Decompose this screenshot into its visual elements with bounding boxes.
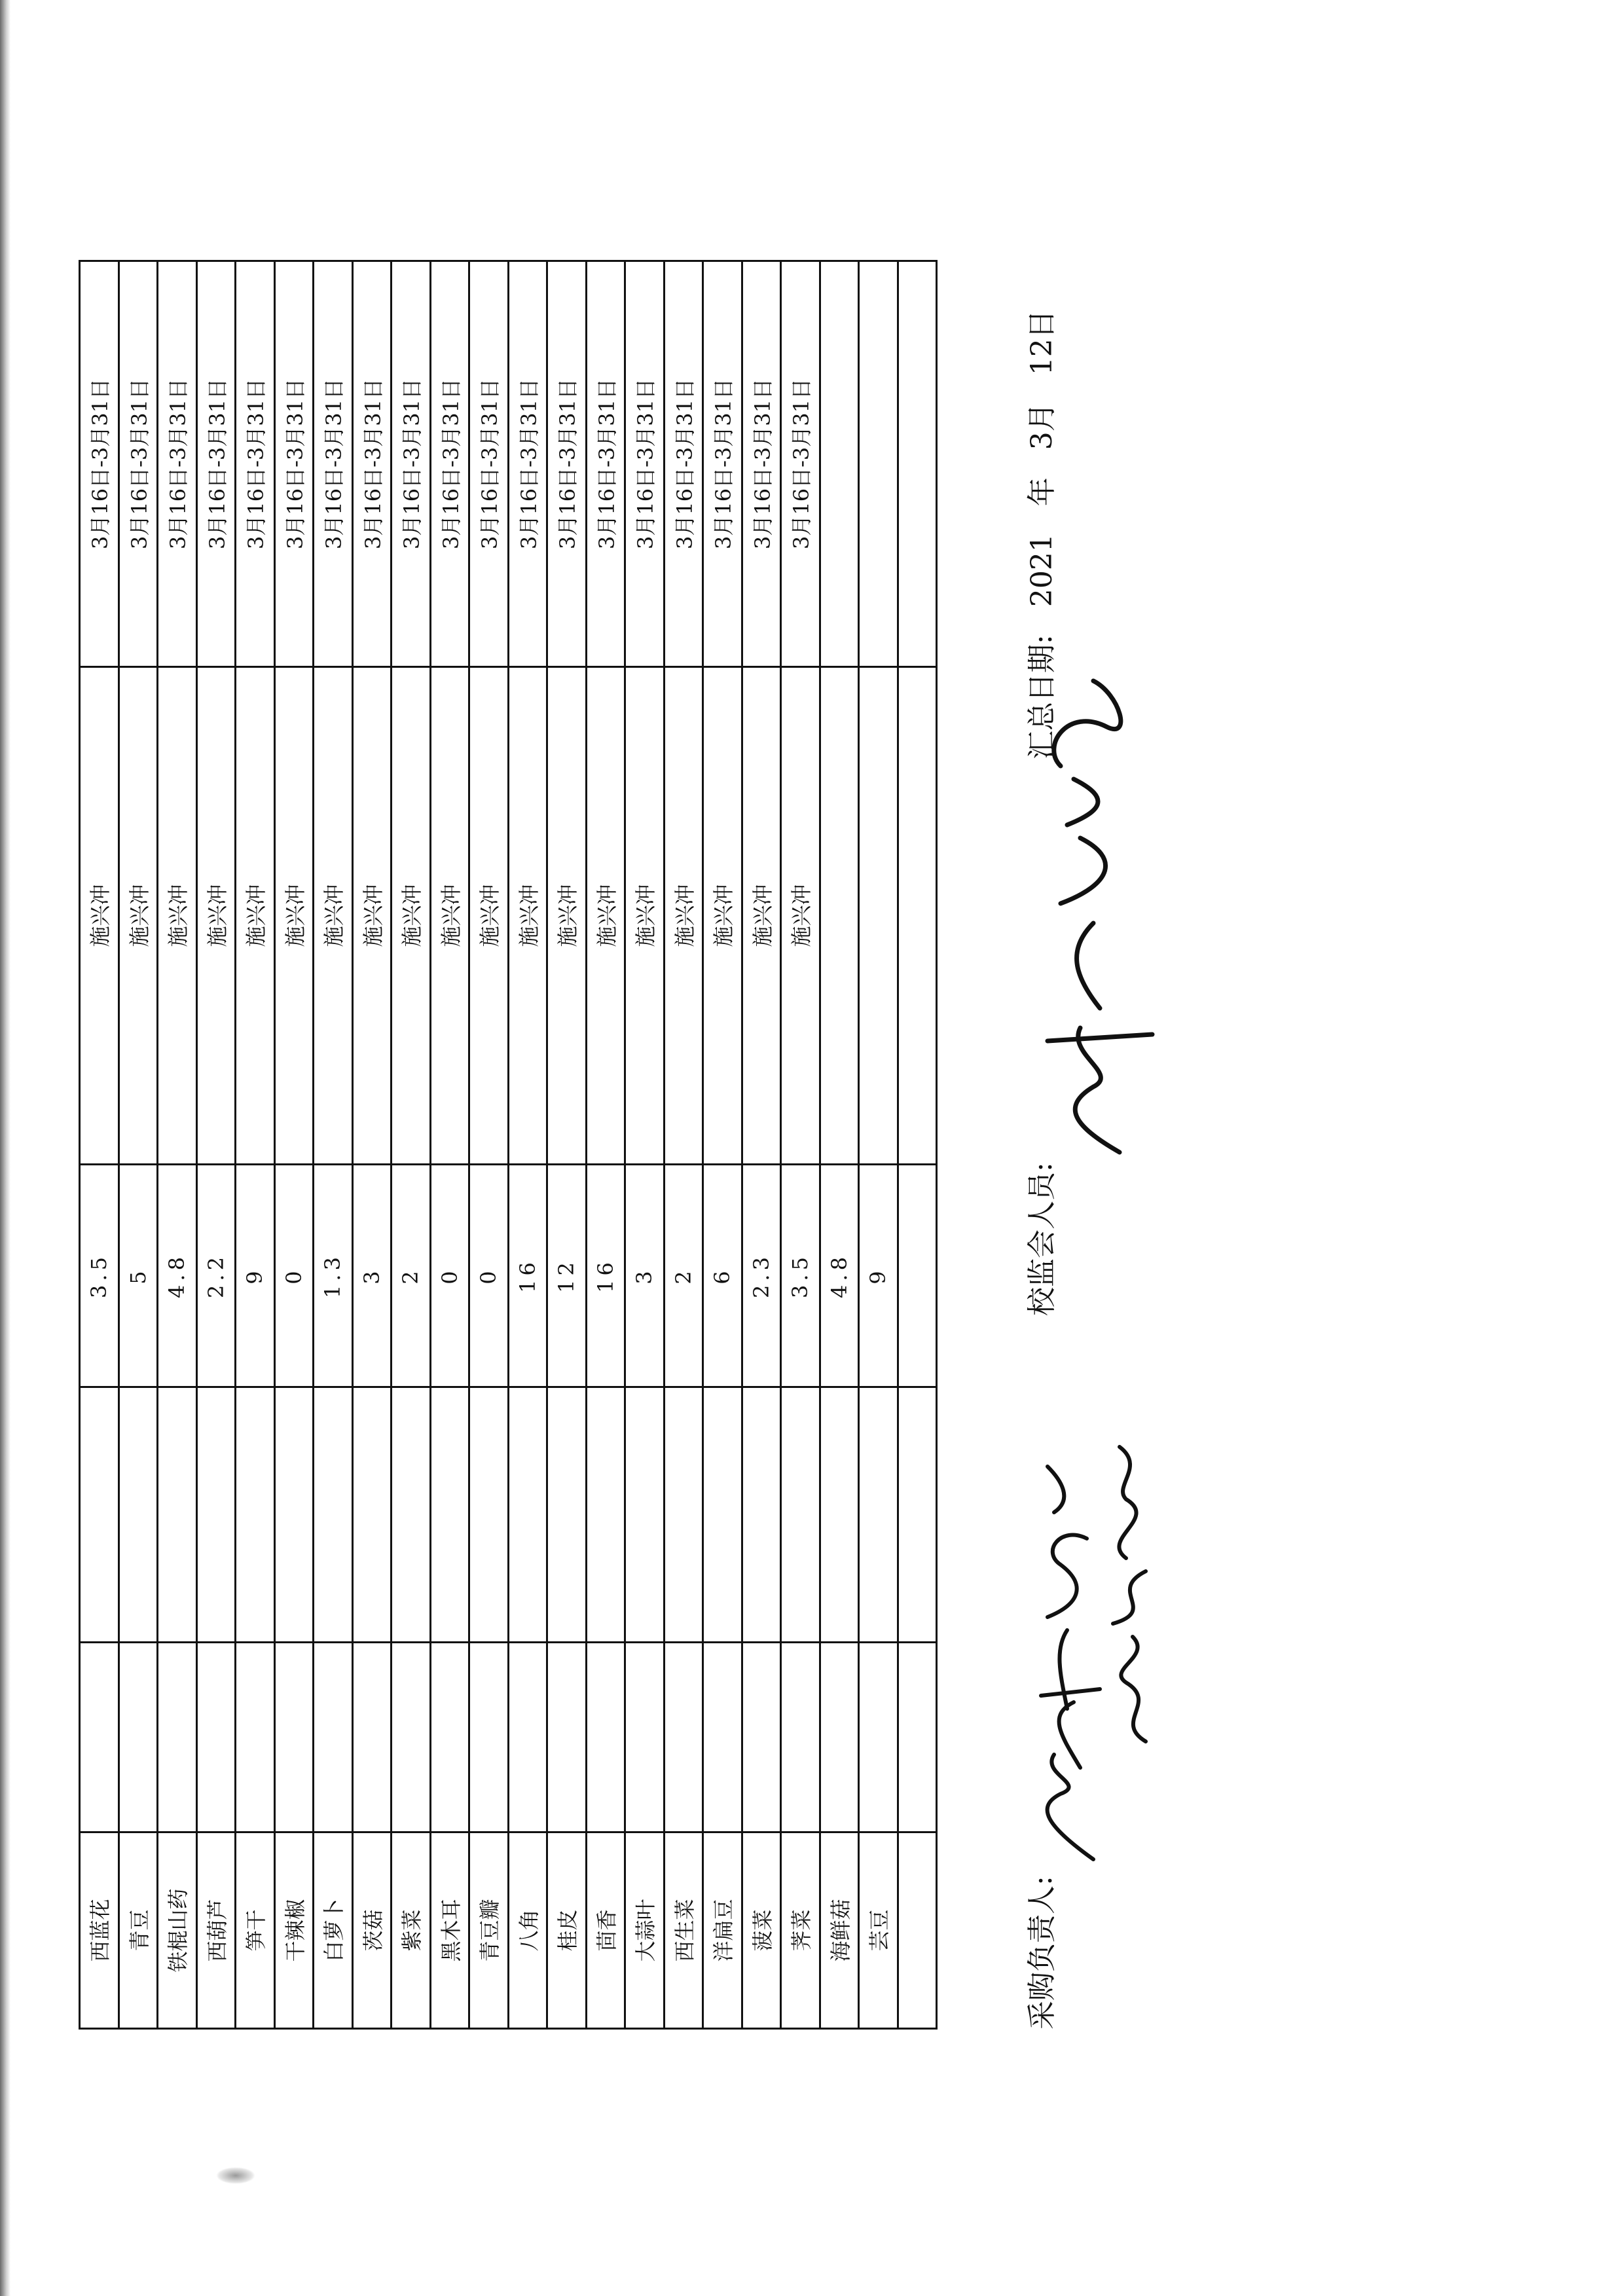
blank-cell [119,1643,158,1832]
item-source-cell: 施兴冲 [586,667,625,1165]
blank-cell [742,1643,781,1832]
item-source-cell: 施兴冲 [664,667,703,1165]
date-year-unit: 年 [1025,477,1059,507]
item-source-cell: 施兴冲 [119,667,158,1165]
item-value-cell: 0 [274,1165,314,1387]
item-name-cell: 茴香 [586,1832,625,2029]
table-row [664,261,703,2029]
item-value-cell: 12 [547,1165,587,1387]
item-name-cell: 干辣椒 [274,1832,314,2029]
blank-cell [80,1643,119,1832]
blank-cell [859,1643,898,1832]
buyer-signature-2 [1087,1440,1178,1755]
item-period-cell: 3月16日-3月31日 [80,261,119,667]
blank-cell [703,1643,742,1832]
table-row [158,261,197,2029]
table-row [820,261,859,2029]
item-name-cell: 洋扁豆 [703,1832,742,2029]
date-label: 汇总日期: [1025,634,1059,759]
table-row [508,261,547,2029]
item-value-cell: 0 [430,1165,469,1387]
item-source-cell [898,667,937,1165]
item-period-cell: 3月16日-3月31日 [703,261,742,667]
blank-cell [430,1387,469,1643]
item-source-cell: 施兴冲 [274,667,314,1165]
item-source-cell: 施兴冲 [430,667,469,1165]
item-source-cell: 施兴冲 [508,667,547,1165]
item-source-cell: 施兴冲 [742,667,781,1165]
item-source-cell: 施兴冲 [80,667,119,1165]
item-value-cell: 9 [236,1165,275,1387]
date-month: 3月 [1025,403,1059,450]
item-period-cell [820,261,859,667]
item-name-cell: 芸豆 [859,1832,898,2029]
blank-cell [586,1387,625,1643]
table-row [625,261,665,2029]
item-value-cell: 3 [625,1165,665,1387]
item-period-cell: 3月16日-3月31日 [392,261,431,667]
item-value-cell: 6 [703,1165,742,1387]
blank-cell [703,1387,742,1643]
table-row [274,261,314,2029]
item-name-cell: 西生菜 [664,1832,703,2029]
blank-cell [196,1387,236,1643]
blank-cell [236,1387,275,1643]
blank-cell [469,1643,509,1832]
table-row [898,261,937,2029]
blank-cell [430,1643,469,1832]
blank-cell [508,1643,547,1832]
item-source-cell: 施兴冲 [314,667,353,1165]
item-name-cell: 菠菜 [742,1832,781,2029]
item-period-cell: 3月16日-3月31日 [430,261,469,667]
item-name-cell [898,1832,937,2029]
item-period-cell: 3月16日-3月31日 [119,261,158,667]
blank-cell [158,1387,197,1643]
item-value-cell: 3.5 [781,1165,820,1387]
item-source-cell [820,667,859,1165]
item-name-cell: 紫菜 [392,1832,431,2029]
item-value-cell: 2.2 [196,1165,236,1387]
item-name-cell: 青豆瓣 [469,1832,509,2029]
table-row [859,261,898,2029]
item-source-cell: 施兴冲 [781,667,820,1165]
item-period-cell: 3月16日-3月31日 [158,261,197,667]
blank-cell [781,1387,820,1643]
item-name-cell: 青豆 [119,1832,158,2029]
blank-cell [196,1643,236,1832]
table-row [352,261,392,2029]
table-row [547,261,587,2029]
blank-cell [352,1387,392,1643]
table-row [314,261,353,2029]
table-row [430,261,469,2029]
blank-cell [820,1387,859,1643]
item-name-cell: 八角 [508,1832,547,2029]
item-value-cell: 2 [664,1165,703,1387]
table-row [742,261,781,2029]
item-period-cell: 3月16日-3月31日 [508,261,547,667]
scan-speck [216,2167,255,2184]
table-row [196,261,236,2029]
item-name-cell: 笋干 [236,1832,275,2029]
item-value-cell: 2 [392,1165,431,1387]
blank-cell [859,1387,898,1643]
item-period-cell: 3月16日-3月31日 [236,261,275,667]
blank-cell [119,1387,158,1643]
blank-cell [898,1387,937,1643]
item-source-cell: 施兴冲 [352,667,392,1165]
item-name-cell: 荠菜 [781,1832,820,2029]
table-row [586,261,625,2029]
table-row [119,261,158,2029]
table-row [392,261,431,2029]
table-row [236,261,275,2029]
item-period-cell: 3月16日-3月31日 [664,261,703,667]
blank-cell [547,1643,587,1832]
blank-cell [469,1387,509,1643]
blank-cell [80,1387,119,1643]
item-value-cell: 4.8 [820,1165,859,1387]
blank-cell [898,1643,937,1832]
date-year: 2021 [1025,534,1059,608]
item-source-cell [859,667,898,1165]
blank-cell [820,1643,859,1832]
item-value-cell: 3.5 [80,1165,119,1387]
supervisor-label: 校监会人员: [1025,1162,1059,1316]
item-source-cell: 施兴冲 [703,667,742,1165]
item-source-cell: 施兴冲 [158,667,197,1165]
blank-cell [392,1643,431,1832]
item-period-cell: 3月16日-3月31日 [196,261,236,667]
blank-cell [586,1643,625,1832]
blank-cell [625,1387,665,1643]
item-period-cell: 3月16日-3月31日 [625,261,665,667]
item-value-cell: 5 [119,1165,158,1387]
item-name-cell: 大蒜叶 [625,1832,665,2029]
date-day: 12日 [1025,310,1059,376]
blank-cell [314,1643,353,1832]
item-source-cell: 施兴冲 [196,667,236,1165]
item-value-cell [898,1165,937,1387]
table-row [469,261,509,2029]
blank-cell [625,1643,665,1832]
item-name-cell: 西蓝花 [80,1832,119,2029]
item-value-cell: 16 [508,1165,547,1387]
item-value-cell: 3 [352,1165,392,1387]
table-row [781,261,820,2029]
item-source-cell: 施兴冲 [469,667,509,1165]
table-body [80,261,937,2029]
item-value-cell: 0 [469,1165,509,1387]
item-period-cell: 3月16日-3月31日 [586,261,625,667]
item-period-cell: 3月16日-3月31日 [742,261,781,667]
item-period-cell [859,261,898,667]
item-value-cell: 1.3 [314,1165,353,1387]
item-value-cell: 2.3 [742,1165,781,1387]
table-row [703,261,742,2029]
table-row [80,261,119,2029]
item-period-cell: 3月16日-3月31日 [274,261,314,667]
blank-cell [352,1643,392,1832]
buyer-label: 采购负责人: [1025,1876,1059,2030]
blank-cell [314,1387,353,1643]
blank-cell [742,1387,781,1643]
blank-cell [664,1643,703,1832]
item-name-cell: 白萝卜 [314,1832,353,2029]
price-table [79,260,938,2030]
item-name-cell: 铁棍山药 [158,1832,197,2029]
item-value-cell: 16 [586,1165,625,1387]
item-period-cell: 3月16日-3月31日 [314,261,353,667]
supervisor-signature [1021,668,1165,1165]
item-period-cell: 3月16日-3月31日 [469,261,509,667]
blank-cell [236,1643,275,1832]
blank-cell [158,1643,197,1832]
item-period-cell: 3月16日-3月31日 [352,261,392,667]
blank-cell [274,1643,314,1832]
item-value-cell: 4.8 [158,1165,197,1387]
blank-cell [664,1387,703,1643]
blank-cell [781,1643,820,1832]
item-name-cell: 黑木耳 [430,1832,469,2029]
item-period-cell: 3月16日-3月31日 [781,261,820,667]
item-name-cell: 茨菇 [352,1832,392,2029]
blank-cell [392,1387,431,1643]
item-period-cell: 3月16日-3月31日 [547,261,587,667]
item-name-cell: 海鲜菇 [820,1832,859,2029]
blank-cell [508,1387,547,1643]
item-period-cell [898,261,937,667]
item-source-cell: 施兴冲 [392,667,431,1165]
item-name-cell: 西葫芦 [196,1832,236,2029]
item-value-cell: 9 [859,1165,898,1387]
item-source-cell: 施兴冲 [547,667,587,1165]
item-source-cell: 施兴冲 [625,667,665,1165]
blank-cell [274,1387,314,1643]
item-name-cell: 桂皮 [547,1832,587,2029]
blank-cell [547,1387,587,1643]
item-source-cell: 施兴冲 [236,667,275,1165]
